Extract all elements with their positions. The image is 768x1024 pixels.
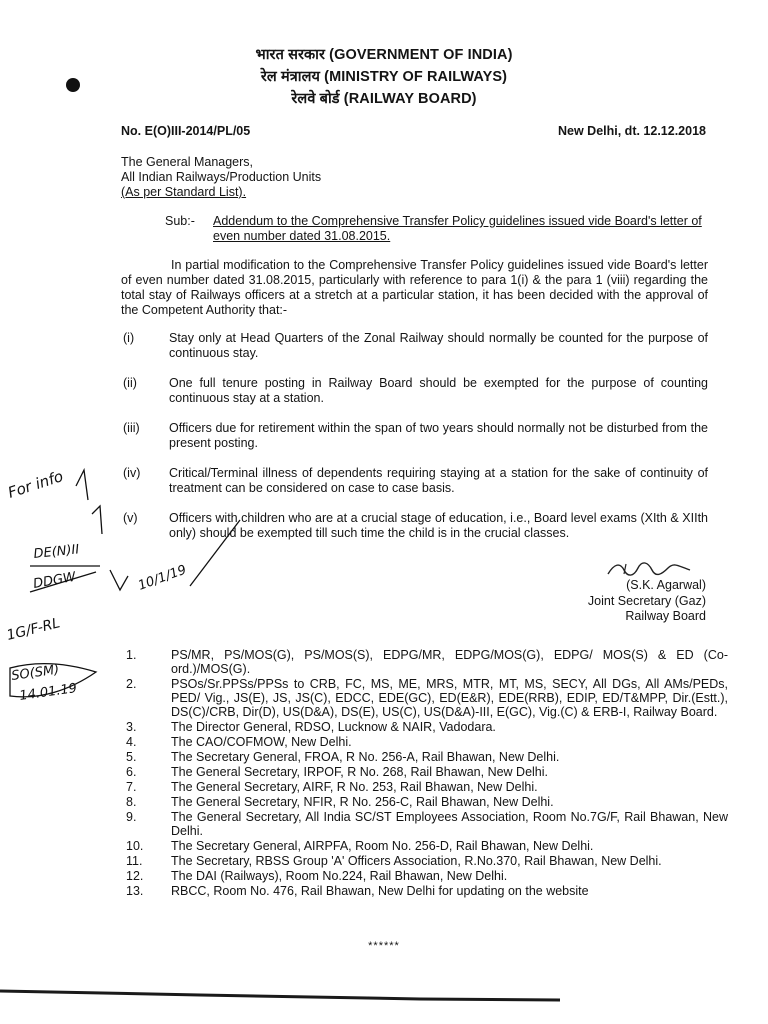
list-item-number: 11. — [126, 854, 143, 868]
addressee-line-1: The General Managers, — [121, 155, 254, 169]
list-item — [121, 780, 728, 794]
list-item-number: 5. — [126, 750, 137, 764]
list-item-text: The General Secretary, NFIR, R No. 256-C, Rail Bhawan, New Delhi. — [171, 795, 554, 809]
annotation-de-n: DE(N)II — [32, 542, 80, 562]
list-item — [121, 648, 728, 676]
point-number: (ii) — [123, 376, 137, 390]
list-item — [121, 735, 728, 749]
point-item — [121, 331, 708, 361]
header-board: रेलवे बोर्ड (RAILWAY BOARD) — [291, 91, 477, 107]
list-item-text: The Secretary, RBSS Group 'A' Officers Association, R.No.370, Rail Bhawan, New Delhi. — [171, 854, 662, 868]
list-item-text: RBCC, Room No. 476, Rail Bhawan, New Delhi for updating on the website — [171, 884, 589, 898]
addressee-line-3: (As per Standard List). — [121, 185, 247, 199]
point-number: (iv) — [123, 466, 141, 480]
list-item-number: 10. — [126, 839, 144, 853]
point-item — [121, 466, 708, 496]
list-item-text: PSOs/Sr.PPSs/PPSs to CRB, FC, MS, ME, MRS, MTR, MT, MS, SECY, All DGs, All AMs/PEDs, PED/ Vig., JS(E), JS, JS(C), EDCC, EDE(GC), ED(E&R), EDE(RRB), EDIP, ED/T&MPP, Dir.(Estt.), DS(C)/CRB, Dir(D), US(D&A), DS(E), US(C), US(D&A)-III, E(GC), Vig.(C) & ERB-I, Railway Board. — [171, 677, 728, 719]
list-item-number: 7. — [126, 780, 137, 794]
signatory-name: (S.K. Agarwal) — [626, 578, 706, 592]
end-stars: ****** — [368, 940, 400, 952]
list-item — [121, 810, 728, 838]
annotation-strike — [30, 569, 96, 592]
intro-paragraph: In partial modification to the Comprehensive Transfer Policy guidelines issued vide Board's letter of even number dated 31.08.2015, particularly with reference to para 1(i) & the para 1 (viii) regarding the total stay of Railways officers at a stretch at a particular station, it has been decided with the approval of the Competent Authority that:- — [121, 258, 708, 317]
list-item — [121, 854, 728, 868]
point-text: Stay only at Head Quarters of the Zonal Railway should normally be counted for the purpose of continuous stay. — [169, 331, 708, 360]
list-item-text: The Secretary General, FROA, R No. 256-A, Rail Bhawan, New Delhi. — [171, 750, 560, 764]
point-text: Critical/Terminal illness of dependents requiring staying at a station for the sake of continuity of treatment can be considered on case to case basis. — [169, 466, 708, 495]
point-item — [121, 421, 708, 451]
list-item-text: The General Secretary, AIRF, R No. 253, Rail Bhawan, New Delhi. — [171, 780, 538, 794]
letter-date: New Delhi, dt. 12.12.2018 — [558, 124, 706, 138]
annotation-file-ref: 1G/F-RL — [5, 615, 62, 644]
list-item-text: The General Secretary, IRPOF, R No. 268, Rail Bhawan, New Delhi. — [171, 765, 549, 779]
signatory-office: Railway Board — [625, 609, 706, 623]
point-text: One full tenure posting in Railway Board should be exempted for the purpose of counting continuous stay at a station. — [169, 376, 708, 405]
point-text: Officers due for retirement within the span of two years should normally not be disturbed from the present posting. — [169, 421, 708, 450]
annotation-date-stamp: 10/1/19 — [136, 562, 189, 594]
list-item-number: 13. — [126, 884, 144, 898]
header-government: भारत सरकार (GOVERNMENT OF INDIA) — [255, 47, 513, 63]
point-item — [121, 376, 708, 406]
decision-points — [121, 331, 708, 556]
list-item — [121, 750, 728, 764]
list-item — [121, 884, 728, 898]
list-item-number: 9. — [126, 810, 137, 824]
list-item-number: 3. — [126, 720, 137, 734]
letter-number: No. E(O)III-2014/PL/05 — [121, 124, 251, 138]
signatory-designation: Joint Secretary (Gaz) — [587, 593, 706, 608]
annotation-received-date: 14.01.19 — [18, 681, 78, 704]
point-text: Officers with children who are at a crucial stage of education, i.e., Board level exams (XIth & XIIth only) should be exempted till such time the child is in the crucial classes. — [169, 511, 708, 540]
list-item — [121, 720, 728, 734]
letterhead — [0, 44, 768, 110]
list-item-text: The Director General, RDSO, Lucknow & NAIR, Vadodara. — [171, 720, 496, 734]
annotation-ddgw: DDGW — [32, 569, 77, 592]
scan-edge-line — [0, 985, 768, 1005]
list-item-number: 8. — [126, 795, 137, 809]
point-number: (v) — [123, 511, 138, 525]
annotation-squiggle — [110, 570, 128, 590]
list-item-number: 6. — [126, 765, 137, 779]
addressee — [121, 155, 321, 200]
subject-block — [165, 214, 710, 244]
list-item — [121, 677, 728, 719]
annotation-for-info: For info — [5, 467, 66, 502]
annotation-stroke-mark — [92, 506, 102, 534]
subject-label: Sub:- — [165, 214, 195, 228]
list-item — [121, 765, 728, 779]
point-number: (iii) — [123, 421, 140, 435]
list-item-text: The DAI (Railways), Room No.224, Rail Bhawan, New Delhi. — [171, 869, 508, 883]
list-item — [121, 795, 728, 809]
list-item-number: 1. — [126, 648, 137, 662]
point-number: (i) — [123, 331, 135, 345]
distribution-list — [121, 648, 728, 899]
list-item-number: 12. — [126, 869, 144, 883]
list-item-text: The CAO/COFMOW, New Delhi. — [171, 735, 352, 749]
annotation-circle — [10, 664, 96, 697]
subject-text: Addendum to the Comprehensive Transfer Policy guidelines issued vide Board's letter of even number dated 31.08.2015. — [213, 214, 702, 243]
header-ministry: रेल मंत्रालय (MINISTRY OF RAILWAYS) — [260, 69, 508, 85]
annotation-tick-mark — [76, 470, 88, 500]
signature-block — [588, 578, 706, 625]
list-item-number: 4. — [126, 735, 137, 749]
list-item-number: 2. — [126, 677, 137, 691]
list-item-text: The Secretary General, AIRPFA, Room No. 256-D, Rail Bhawan, New Delhi. — [171, 839, 594, 853]
list-item-text: The General Secretary, All India SC/ST Employees Association, Room No.7G/F, Rail Bhawan, New Delhi. — [171, 810, 728, 838]
list-item — [121, 839, 728, 853]
addressee-line-2: All Indian Railways/Production Units — [121, 170, 322, 184]
point-item — [121, 511, 708, 541]
list-item — [121, 869, 728, 883]
list-item-text: PS/MR, PS/MOS(G), PS/MOS(S), EDPG/MR, EDPG/MOS(G), EDPG/ MOS(S) & ED (Co-ord.)/MOS(G). — [171, 648, 728, 676]
annotation-section: SO(SM) — [10, 662, 61, 684]
